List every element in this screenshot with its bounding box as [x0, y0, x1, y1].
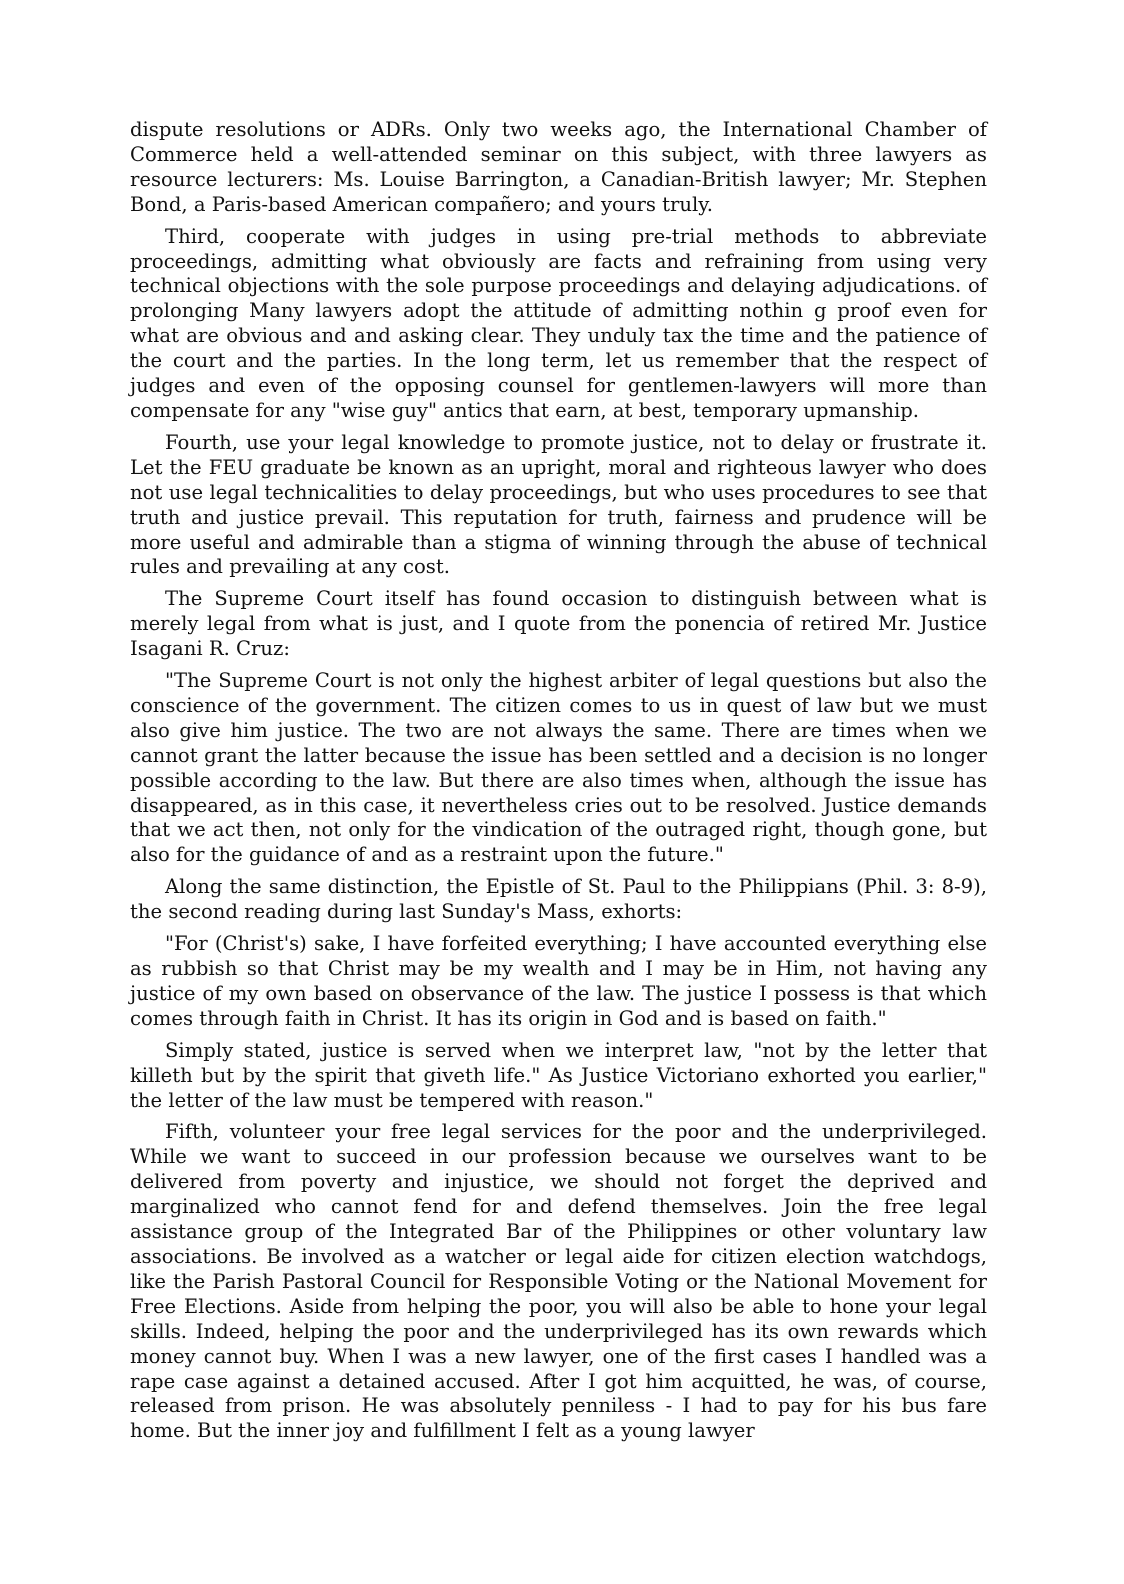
- paragraph-epistle-quote: "For (Christ's) sake, I have forfeited everything; I have accounted everything else as rubbish so that Christ may be my wealth and I may be in Him, not having any justice of my own based on observance of the law. The justice I possess is that which comes through faith in Christ. It has its origin in God and is based on faith.": [130, 932, 987, 1030]
- paragraph-third-cooperate: Third, cooperate with judges in using pre-trial methods to abbreviate proceedings, admitting what obviously are facts and refraining from using very technical objections with the sole purpose proceedings and delaying adjudications. of prolonging Many lawyers adopt the attitude of admitting nothin g proof even for what are obvious and and asking clear. They unduly tax the time and the patience of the court and the parties. In the long term, let us remember that the respect of judges and even of the opposing counsel for gentlemen-lawyers will more than compensate for any "wise guy" antics that earn, at best, temporary upmanship.: [130, 224, 987, 422]
- paragraph-supreme-court-intro: The Supreme Court itself has found occasion to distinguish between what is merely legal from what is just, and I quote from the ponencia of retired Mr. Justice Isagani R. Cruz:: [130, 587, 987, 661]
- paragraph-adr-seminar: dispute resolutions or ADRs. Only two weeks ago, the International Chamber of Commerce held a well-attended seminar on this subject, with three lawyers as resource lecturers: Ms. Louise Barrington, a Canadian-British lawyer; Mr. Stephen Bond, a Paris-based American compañero; and yours truly.: [130, 118, 987, 216]
- paragraph-simply-stated: Simply stated, justice is served when we interpret law, "not by the letter that killeth but by the spirit that giveth life." As Justice Victoriano exhorted you earlier," the letter of the law must be tempered with reason.": [130, 1038, 987, 1112]
- paragraph-epistle-intro: Along the same distinction, the Epistle of St. Paul to the Philippians (Phil. 3: 8-9), the second reading during last Sunday's Mass, exhorts:: [130, 875, 987, 924]
- paragraph-fourth-justice: Fourth, use your legal knowledge to promote justice, not to delay or frustrate it. Let the FEU graduate be known as an upright, moral and righteous lawyer who does not use legal technicalities to delay proceedings, but who uses procedures to see that truth and justice prevail. This reputation for truth, fairness and prudence will be more useful and admirable than a stigma of winning through the abuse of technical rules and prevailing at any cost.: [130, 430, 987, 579]
- paragraph-supreme-court-quote: "The Supreme Court is not only the highest arbiter of legal questions but also the conscience of the government. The citizen comes to us in quest of law but we must also give him justice. The two are not always the same. There are times when we cannot grant the latter because the issue has been settled and a decision is no longer possible according to the law. But there are also times when, although the issue has disappeared, as in this case, it nevertheless cries out to be resolved. Justice demands that we act then, not only for the vindication of the outraged right, though gone, but also for the guidance of and as a restraint upon the future.": [130, 669, 987, 867]
- document-page: [130, 118, 987, 1451]
- paragraph-fifth-volunteer: Fifth, volunteer your free legal services for the poor and the underprivileged. While we want to succeed in our profession because we ourselves want to be delivered from poverty and injustice, we should not forget the deprived and marginalized who cannot fend for and defend themselves. Join the free legal assistance group of the Integrated Bar of the Philippines or other voluntary law associations. Be involved as a watcher or legal aide for citizen election watchdogs, like the Parish Pastoral Council for Responsible Voting or the National Movement for Free Elections. Aside from helping the poor, you will also be able to hone your legal skills. Indeed, helping the poor and the underprivileged has its own rewards which money cannot buy. When I was a new lawyer, one of the first cases I handled was a rape case against a detained accused. After I got him acquitted, he was, of course, released from prison. He was absolutely penniless - I had to pay for his bus fare home. But the inner joy and fulfillment I felt as a young lawyer: [130, 1120, 987, 1443]
